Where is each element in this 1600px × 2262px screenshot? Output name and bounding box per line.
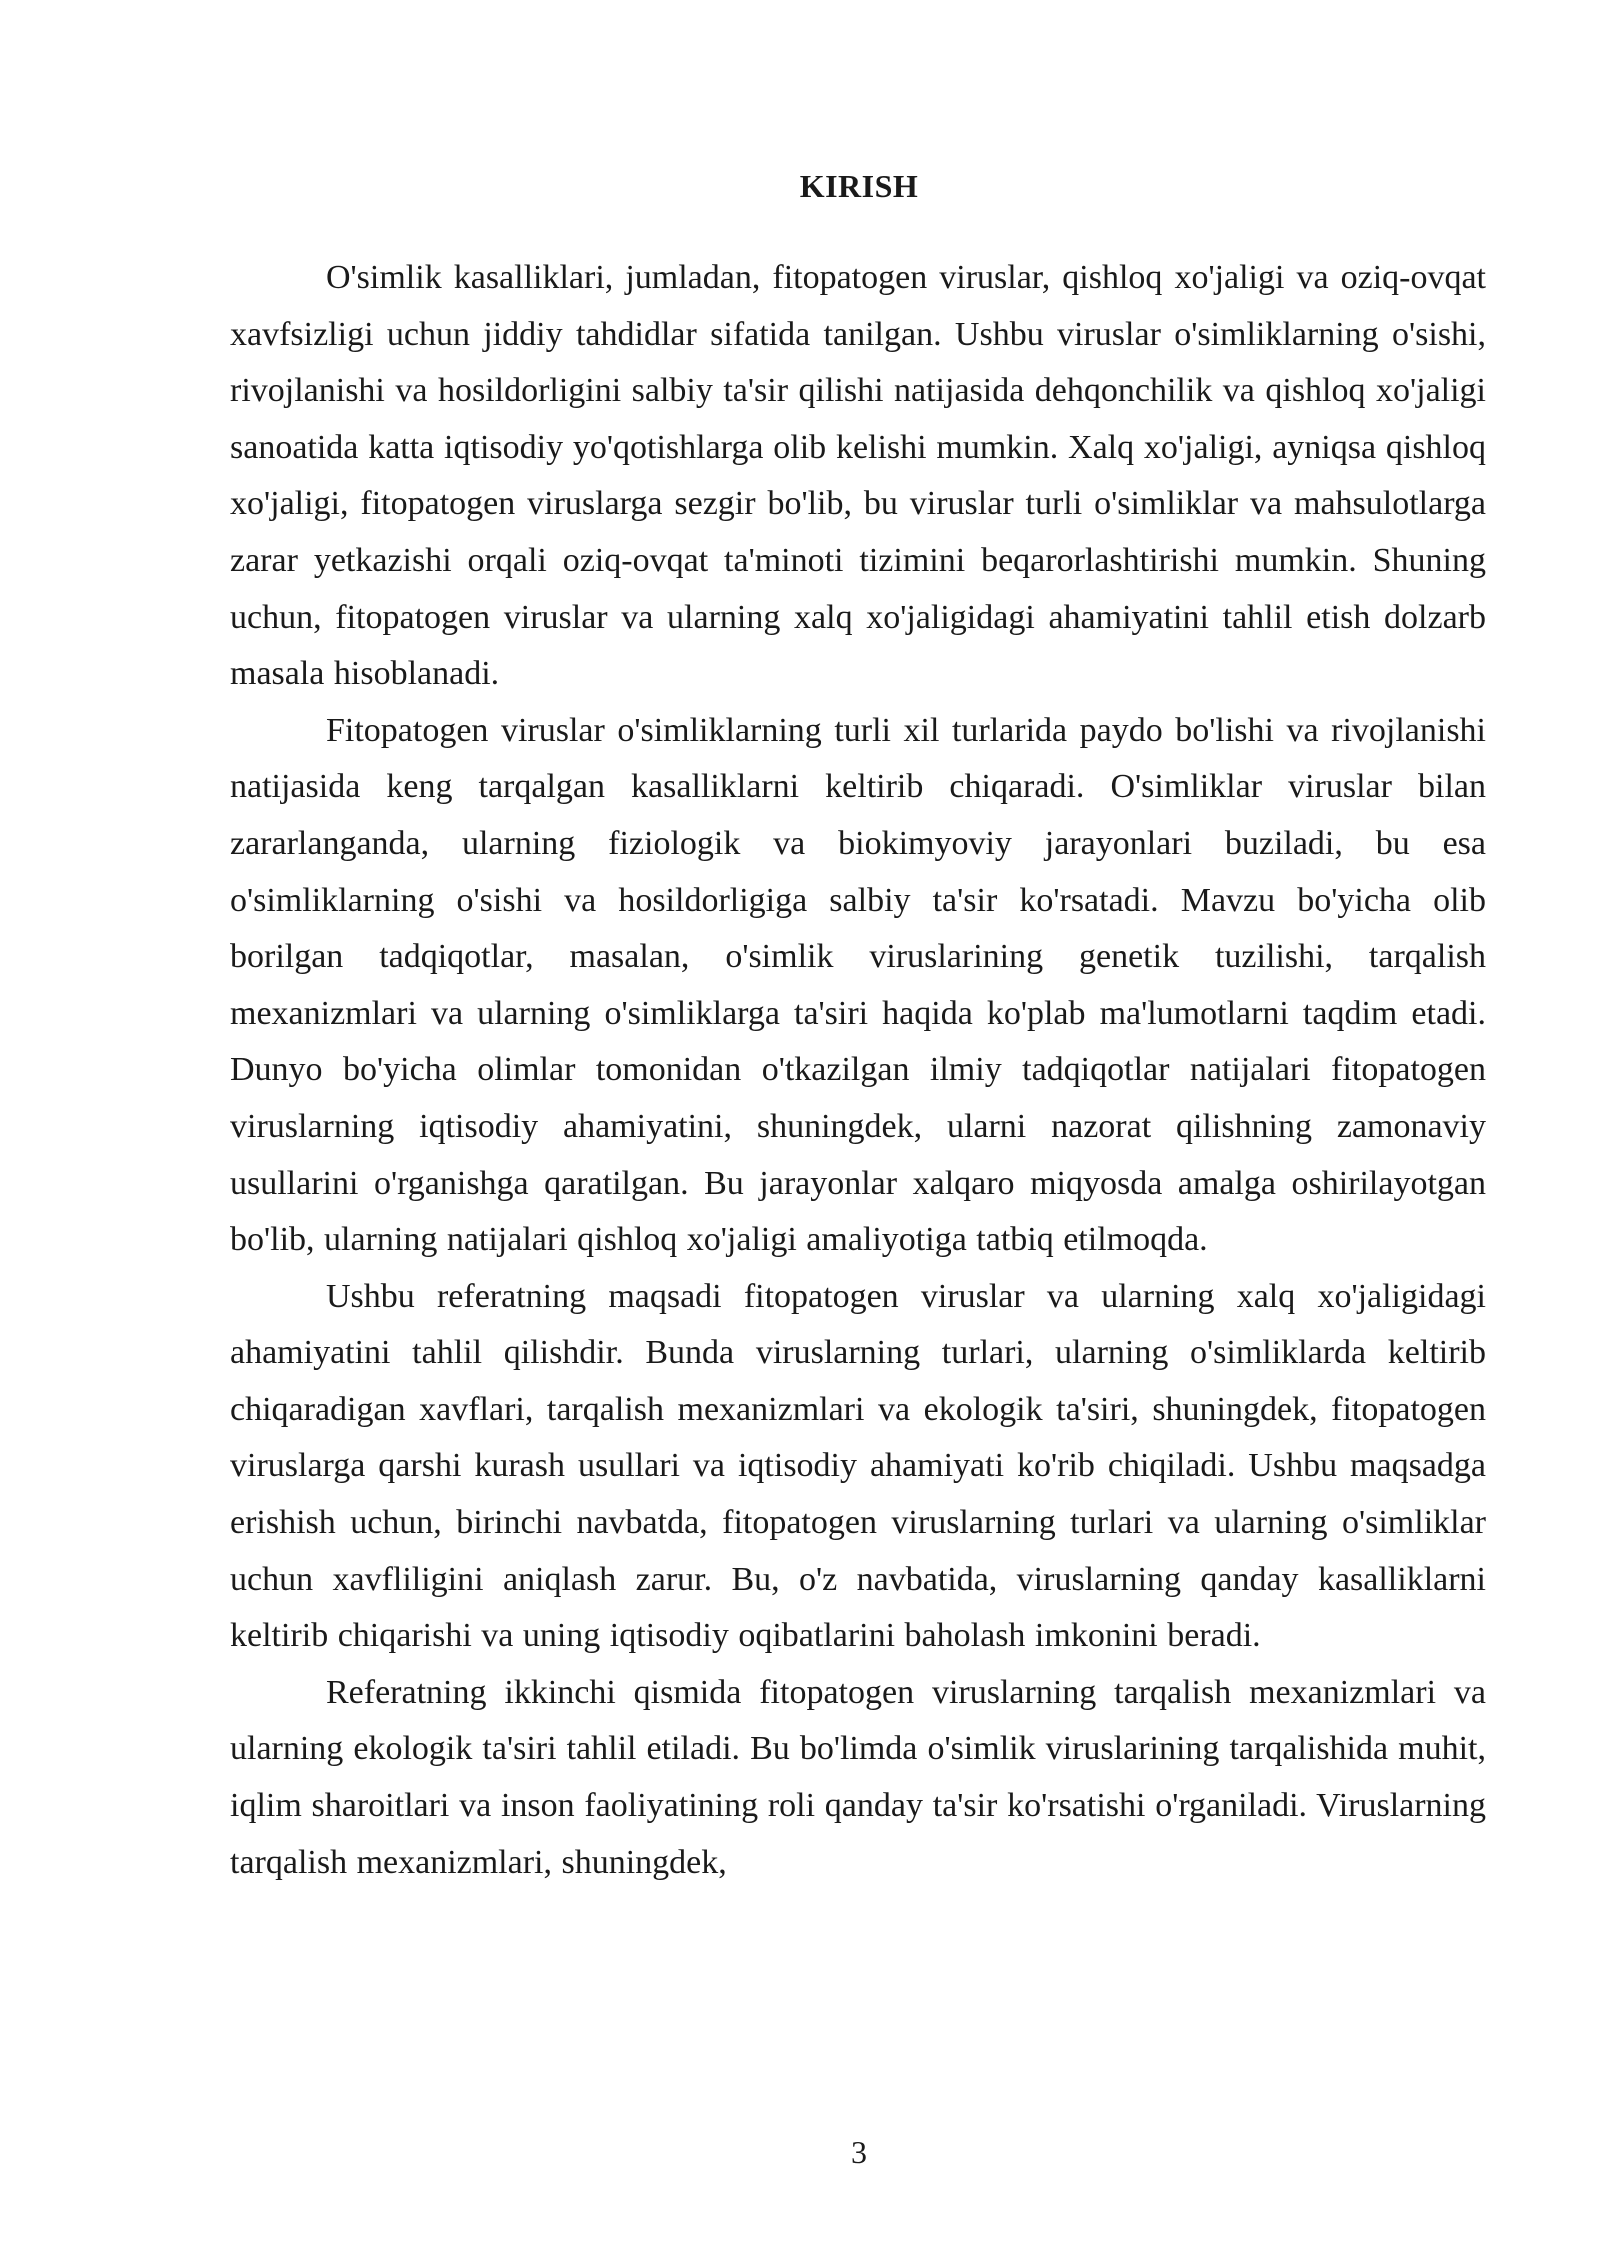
page-number: 3 bbox=[851, 2134, 867, 2170]
paragraph-4: Referatning ikkinchi qismida fitopatogen viruslarning tarqalish mexanizmlari va ularning ekologik ta'siri tahlil etiladi. Bu bo'limda o'simlik viruslarining tarqalishida muhit, iqlim sharoitlari va inson faoliyatining roli qanday ta'sir ko'rsatishi o'rganiladi. Viruslarning tarqalish mexanizmlari, shuningdek, bbox=[230, 1673, 1486, 1881]
paragraph-1: O'simlik kasalliklari, jumladan, fitopatogen viruslar, qishloq xo'jaligi va oziq-ovqat xavfsizligi uchun jiddiy tahdidlar sifatida tanilgan. Ushbu viruslar o'simliklarning o'sishi, rivojlanishi va hosildorligini salbiy ta'sir qilishi natijasida dehqonchilik va qishloq xo'jaligi sanoatida katta iqtisodiy yo'qotishlarga olib kelishi mumkin. Xalq xo'jaligi, ayniqsa qishloq xo'jaligi, fitopatogen viruslarga sezgir bo'lib, bu viruslar turli o'simliklar va mahsulotlarga zarar yetkazishi orqali oziq-ovqat ta'minoti tizimini beqarorlashtirishi mumkin. Shuning uchun, fitopatogen viruslar va ularning xalq xo'jaligidagi ahamiyatini tahlil etish dolzarb masala hisoblanadi. bbox=[230, 259, 1486, 693]
paragraph-3: Ushbu referatning maqsadi fitopatogen viruslar va ularning xalq xo'jaligidagi ahamiyatini tahlil qilishdir. Bunda viruslarning turlari, ularning o'simliklarda keltirib chiqaradigan xavflari, tarqalish mexanizmlari va ekologik ta'siri, shuningdek, fitopatogen viruslarga qarshi kurash usullari va iqtisodiy ahamiyati ko'rib chiqiladi. Ushbu maqsadga erishish uchun, birinchi navbatda, fitopatogen viruslarning turlari va ularning o'simliklar uchun xavfliligini aniqlash zarur. Bu, o'z navbatida, viruslarning qanday kasalliklarni keltirib chiqarishi va uning iqtisodiy oqibatlarini baholash imkonini beradi. bbox=[230, 1277, 1486, 1655]
paragraph-2: Fitopatogen viruslar o'simliklarning turli xil turlarida paydo bo'lishi va rivojlanishi natijasida keng tarqalgan kasalliklarni keltirib chiqaradi. O'simliklar viruslar bilan zararlanganda, ularning fiziologik va biokimyoviy jarayonlari buziladi, bu esa o'simliklarning o'sishi va hosildorligiga salbiy ta'sir ko'rsatadi. Mavzu bo'yicha olib borilgan tadqiqotlar, masalan, o'simlik viruslarining genetik tuzilishi, tarqalish mexanizmlari va ularning o'simliklarga ta'siri haqida ko'plab ma'lumotlarni taqdim etadi. Dunyo bo'yicha olimlar tomonidan o'tkazilgan ilmiy tadqiqotlar natijalari fitopatogen viruslarning iqtisodiy ahamiyatini, shuningdek, ularni nazorat qilishning zamonaviy usullarini o'rganishga qaratilgan. Bu jarayonlar xalqaro miqyosda amalga oshirilayotgan bo'lib, ularning natijalari qishloq xo'jaligi amaliyotiga tatbiq etilmoqda. bbox=[230, 711, 1486, 1259]
body-text bbox=[230, 250, 1486, 1891]
page-heading: KIRISH bbox=[799, 168, 919, 204]
